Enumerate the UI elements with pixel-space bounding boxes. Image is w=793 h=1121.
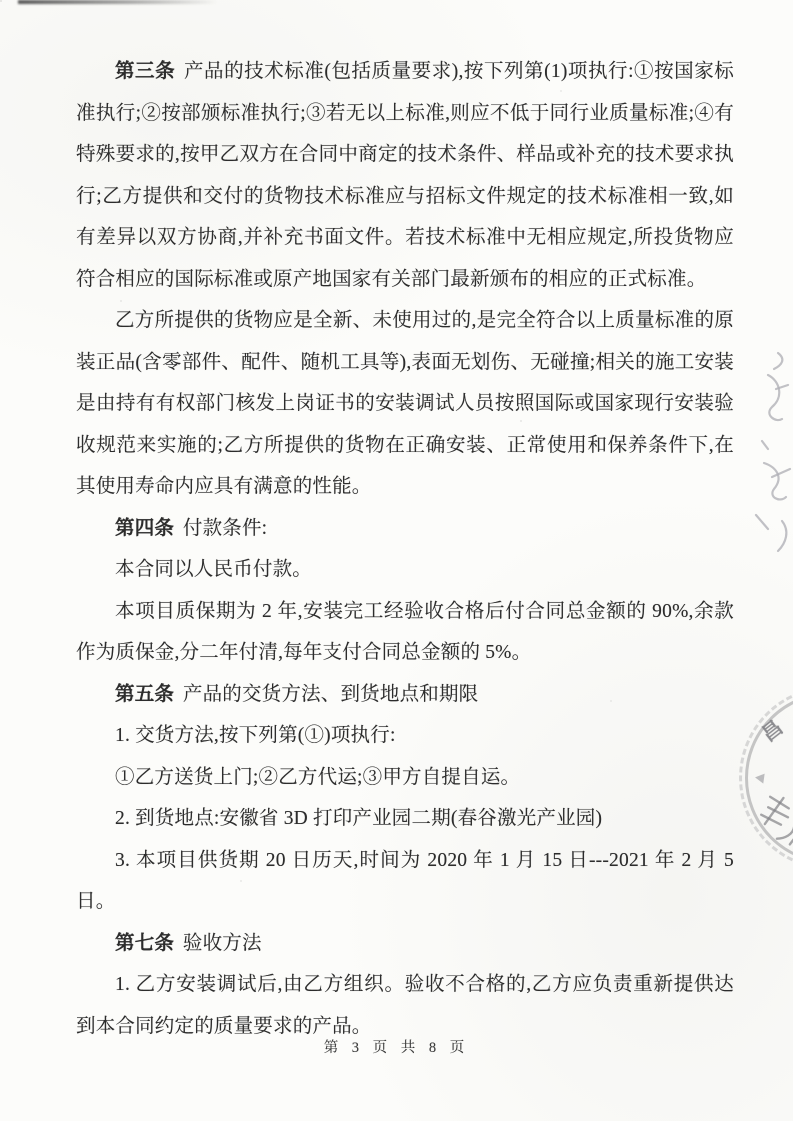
clause-text: 1. 交货方法,按下列第(①)项执行: xyxy=(115,725,396,746)
contract-paragraph xyxy=(76,840,734,923)
seal-arrow-icon xyxy=(754,772,764,783)
clause-number: 第七条 xyxy=(115,932,175,954)
clause-text: 本合同以人民币付款。 xyxy=(115,559,313,580)
clause-text: 产品的技术标准(包括质量要求),按下列第(1)项执行:①按国家标准执行;②按部颁标准执行;③若无以上标准,则应不低于同行业质量标准;④有特殊要求的,按甲乙双方在合同中商定的技术条件、样品或补充的技术要求执行;乙方提供和交付的货物技术标准应与招标文件规定的技术标准相一致,如有差异以双方协商,并补充书面文件。若技术标准中无相应规定,所投货物应符合相应的国际标准或原产地国家有关部门最新颁布的相应的正式标准。 xyxy=(76,61,734,290)
clause-number: 第四条 xyxy=(115,517,175,539)
clause-text: 3. 本项目供货期 20 日历天,时间为 2020 年 1 月 15 日---2021 年 2 月 5 日。 xyxy=(76,849,734,912)
contract-paragraph xyxy=(76,300,734,508)
clause-text: 付款条件: xyxy=(182,517,268,539)
contract-paragraph xyxy=(76,508,734,550)
contract-paragraph xyxy=(76,549,734,591)
scan-top-edge-artifact xyxy=(18,0,218,4)
contract-paragraph xyxy=(76,798,734,840)
clause-text: 1. 乙方安装调试后,由乙方组织。验收不合格的,乙方应负责重新提供达到本合同约定的质量要求的产品。 xyxy=(76,974,734,1037)
clause-number: 第五条 xyxy=(115,683,175,705)
seal-strokes-icon xyxy=(750,793,793,858)
contract-paragraph xyxy=(76,591,734,674)
contract-paragraph xyxy=(76,715,734,757)
clause-number: 第三条 xyxy=(115,61,176,82)
paper-speckles xyxy=(0,0,2,2)
seal-fragment xyxy=(745,692,793,864)
contract-paragraph xyxy=(76,923,734,965)
contract-paragraph xyxy=(76,51,734,300)
page-number-footer xyxy=(0,1036,793,1057)
contract-body xyxy=(76,51,734,1047)
clause-text: 乙方所提供的货物应是全新、未使用过的,是完全符合以上质量标准的原装正品(含零部件、配件、随机工具等),表面无划伤、无碰撞;相关的施工安装是由持有有权部门核发上岗证书的安装调试人员按照国际或国家现行安装验收规范来实施的;乙方所提供的货物在正确安装、正常使用和保养条件下,在其使用寿命内应具有满意的性能。 xyxy=(76,310,734,497)
clause-text: ①乙方送货上门;②乙方代运;③甲方自提自运。 xyxy=(115,766,521,788)
clause-text: 本项目质保期为 2 年,安装完工经验收合格后付合同总金额的 90%,余款作为质保金,分二年付清,每年支付合同总金额的 5%。 xyxy=(76,600,734,663)
clause-text: 验收方法 xyxy=(182,932,262,954)
clause-text: 2. 到货地点:安徽省 3D 打印产业园二期(春谷激光产业园) xyxy=(115,808,603,829)
contract-paragraph xyxy=(76,757,734,799)
contract-paragraph xyxy=(76,964,734,1047)
bleedthrough-ink-marks xyxy=(738,345,793,560)
bleedthrough-strokes-icon xyxy=(738,345,793,560)
clause-text: 产品的交货方法、到货地点和期限 xyxy=(182,683,479,705)
contract-paragraph xyxy=(76,674,734,716)
page-number-text: 第 3 页 共 8 页 xyxy=(323,1040,470,1056)
seal-char: 昌 xyxy=(757,716,788,747)
